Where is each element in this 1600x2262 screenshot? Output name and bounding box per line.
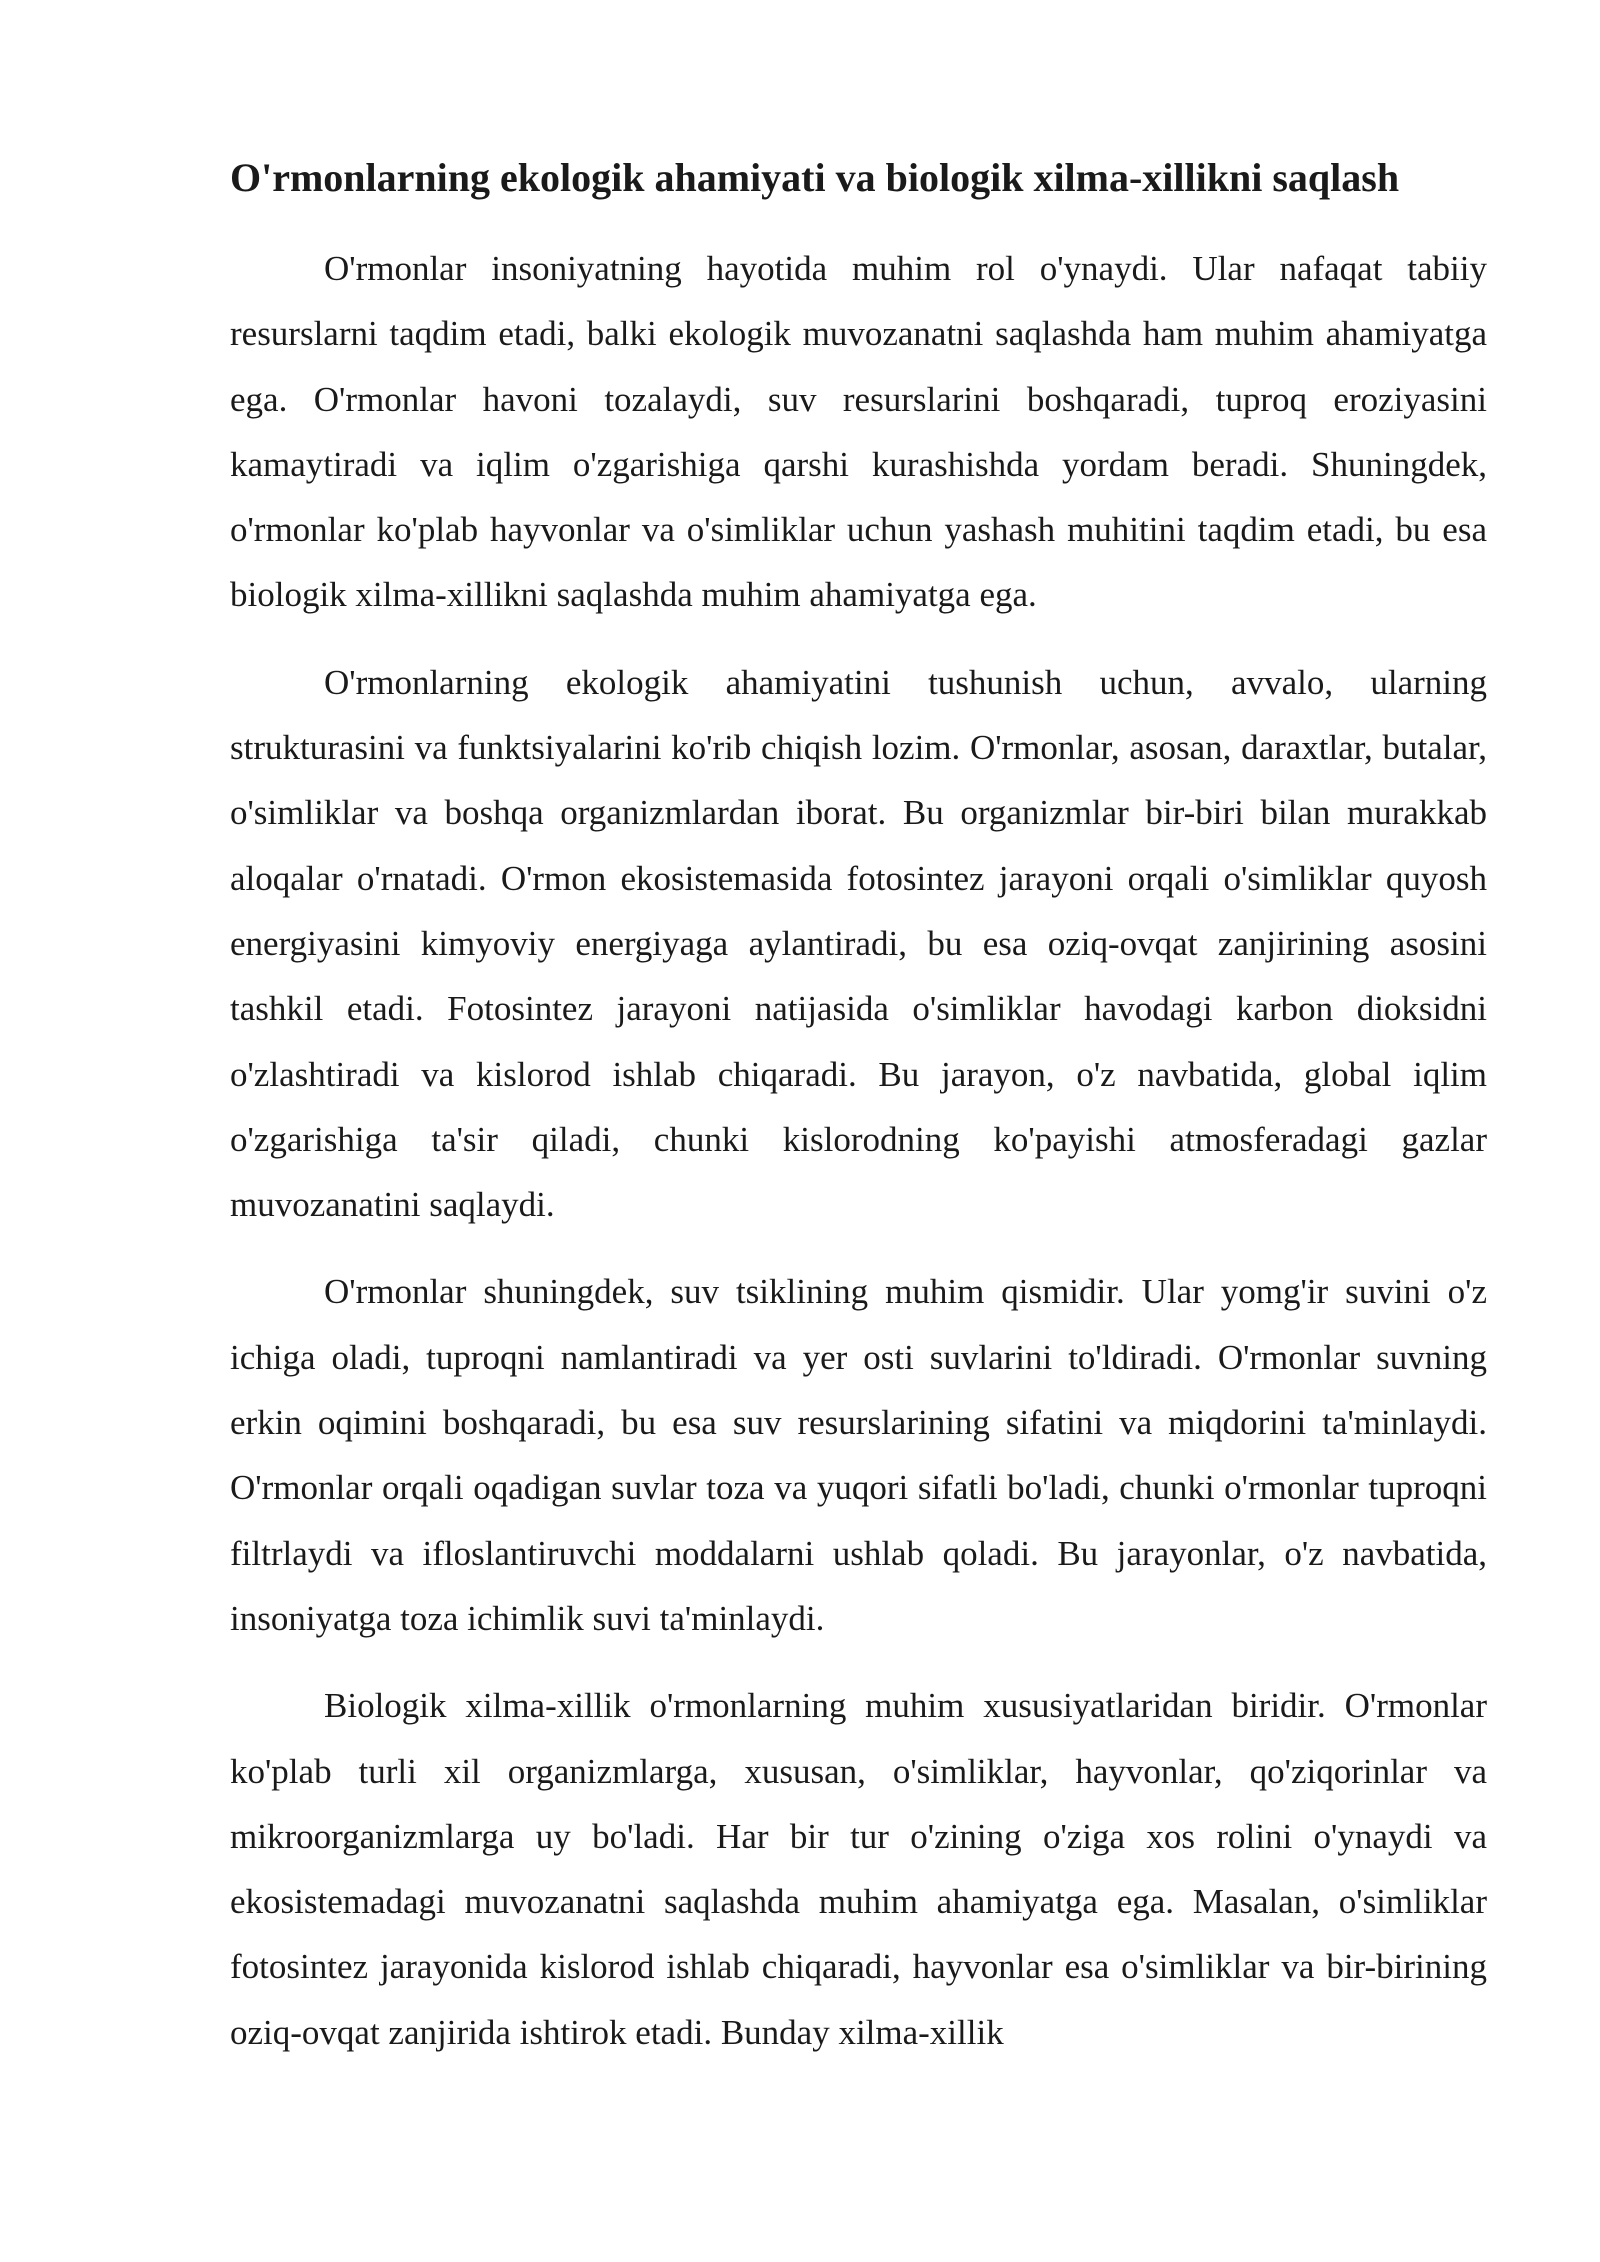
document-body [230,150,1487,2087]
paragraph-1: O'rmonlar insoniyatning hayotida muhim rol o'ynaydi. Ular nafaqat tabiiy resurslarni taqdim etadi, balki ekologik muvozanatni saqlashda ham muhim ahamiyatga ega. O'rmonlar havoni tozalaydi, suv resurslarini boshqaradi, tuproq eroziyasini kamaytiradi va iqlim o'zgarishiga qarshi kurashishda yordam beradi. Shuningdek, o'rmonlar ko'plab hayvonlar va o'simliklar uchun yashash muhitini taqdim etadi, bu esa biologik xilma-xillikni saqlashda muhim ahamiyatga ega. [230,249,1487,615]
document-title: O'rmonlarning ekologik ahamiyati va biologik xilma-xillikni saqlash [230,155,1400,200]
paragraph-4: Biologik xilma-xillik o'rmonlarning muhim xususiyatlaridan biridir. O'rmonlar ko'plab turli xil organizmlarga, xususan, o'simliklar, hayvonlar, qo'ziqorinlar va mikroorganizmlarga uy bo'ladi. Har bir tur o'zining o'ziga xos rolini o'ynaydi va ekosistemadagi muvozanatni saqlashda muhim ahamiyatga ega. Masalan, o'simliklar fotosintez jarayonida kislorod ishlab chiqaradi, hayvonlar esa o'simliklar va bir-birining oziq-ovqat zanjirida ishtirok etadi. Bunday xilma-xillik [230,1686,1487,2052]
paragraph-3: O'rmonlar shuningdek, suv tsiklining muhim qismidir. Ular yomg'ir suvini o'z ichiga oladi, tuproqni namlantiradi va yer osti suvlarini to'ldiradi. O'rmonlar suvning erkin oqimini boshqaradi, bu esa suv resurslarining sifatini va miqdorini ta'minlaydi. O'rmonlar orqali oqadigan suvlar toza va yuqori sifatli bo'ladi, chunki o'rmonlar tuproqni filtrlaydi va ifloslantiruvchi moddalarni ushlab qoladi. Bu jarayonlar, o'z navbatida, insoniyatga toza ichimlik suvi ta'minlaydi. [230,1272,1487,1638]
paragraph-2: O'rmonlarning ekologik ahamiyatini tushunish uchun, avvalo, ularning strukturasini va funktsiyalarini ko'rib chiqish lozim. O'rmonlar, asosan, daraxtlar, butalar, o'simliklar va boshqa organizmlardan iborat. Bu organizmlar bir-biri bilan murakkab aloqalar o'rnatadi. O'rmon ekosistemasida fotosintez jarayoni orqali o'simliklar quyosh energiyasini kimyoviy energiyaga aylantiradi, bu esa oziq-ovqat zanjirining asosini tashkil etadi. Fotosintez jarayoni natijasida o'simliklar havodagi karbon dioksidni o'zlashtiradi va kislorod ishlab chiqaradi. Bu jarayon, o'z navbatida, global iqlim o'zgarishiga ta'sir qiladi, chunki kislorodning ko'payishi atmosferadagi gazlar muvozanatini saqlaydi. [230,662,1487,1225]
